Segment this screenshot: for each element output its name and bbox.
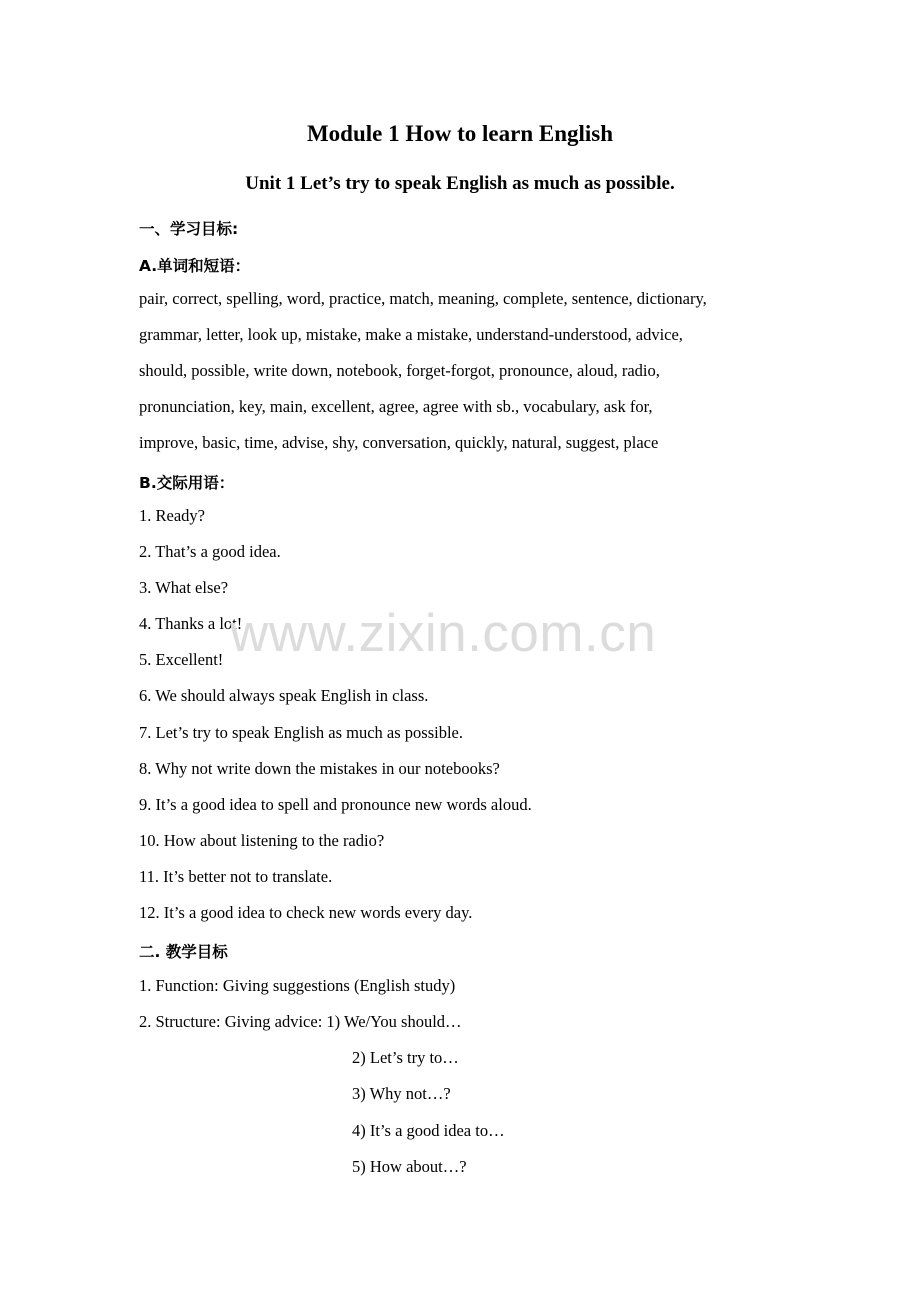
document-subtitle: Unit 1 Let’s try to speak English as much as possible. <box>245 173 675 194</box>
phrase-item: 5. Excellent! <box>139 650 224 669</box>
structure-item: 3) Why not…? <box>352 1084 451 1103</box>
section-heading-learning-goals: 一、学习目标: <box>139 220 239 238</box>
section-heading-teaching-goals: 二. 教学目标 <box>139 943 228 961</box>
watermark-text: www.zixin.com.cn <box>230 604 657 663</box>
vocab-line: grammar, letter, look up, mistake, make a mistake, understand-understood, advice, <box>139 325 683 344</box>
part-a-heading: A.单词和短语： <box>139 257 251 275</box>
phrase-item: 1. Ready? <box>139 506 205 525</box>
structure-line: 2. Structure: Giving advice: 1) We/You should… <box>139 1012 462 1031</box>
vocab-line: should, possible, write down, notebook, forget-forgot, pronounce, aloud, radio, <box>139 361 660 380</box>
phrase-item: 3. What else? <box>139 578 229 597</box>
vocab-line: pronunciation, key, main, excellent, agree, agree with sb., vocabulary, ask for, <box>139 397 653 416</box>
phrase-item: 6. We should always speak English in class. <box>139 686 429 705</box>
structure-item: 4) It’s a good idea to… <box>352 1121 505 1140</box>
phrase-item: 4. Thanks a lot! <box>139 614 243 633</box>
phrase-item: 10. How about listening to the radio? <box>139 831 385 850</box>
vocab-line: pair, correct, spelling, word, practice, match, meaning, complete, sentence, dictionary, <box>139 289 707 308</box>
vocab-line: improve, basic, time, advise, shy, conversation, quickly, natural, suggest, place <box>139 433 659 452</box>
phrase-item: 9. It’s a good idea to spell and pronounce new words aloud. <box>139 795 532 814</box>
structure-item: 5) How about…? <box>352 1157 467 1176</box>
structure-item: 2) Let’s try to… <box>352 1048 459 1067</box>
function-line: 1. Function: Giving suggestions (English study) <box>139 976 456 995</box>
phrase-item: 2. That’s a good idea. <box>139 542 281 561</box>
phrase-item: 11. It’s better not to translate. <box>139 867 333 886</box>
phrase-item: 7. Let’s try to speak English as much as possible. <box>139 723 463 742</box>
document-title: Module 1 How to learn English <box>306 121 614 146</box>
part-b-heading: B.交际用语： <box>139 474 235 492</box>
phrase-item: 12. It’s a good idea to check new words every day. <box>139 903 473 922</box>
phrase-item: 8. Why not write down the mistakes in our notebooks? <box>139 759 500 778</box>
